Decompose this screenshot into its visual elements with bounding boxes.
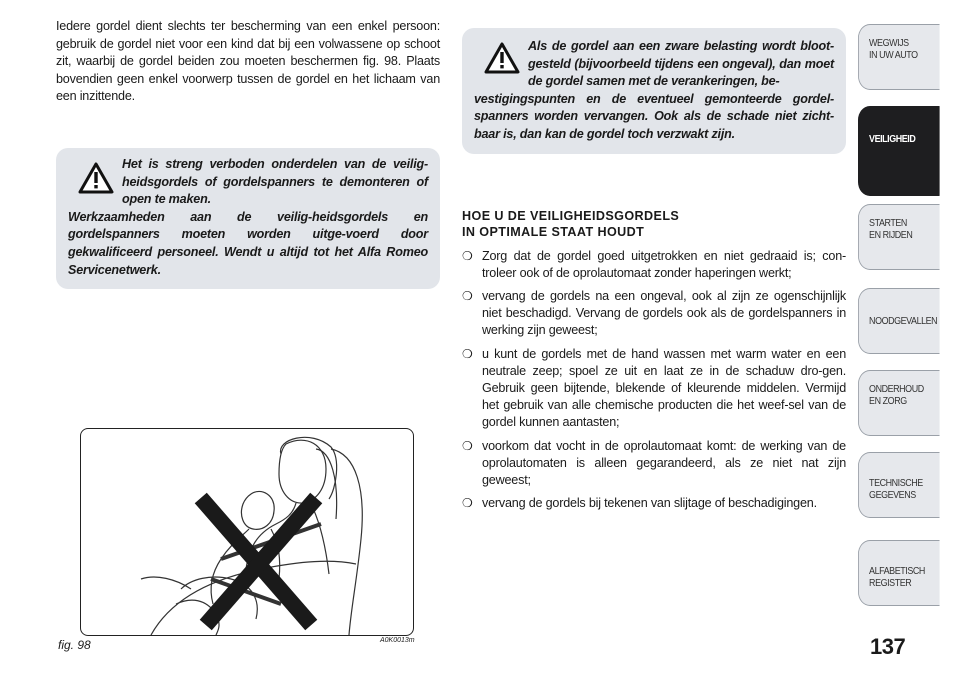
bullet-circle-icon: ❍	[462, 248, 473, 263]
bullet-circle-icon: ❍	[462, 288, 473, 303]
tab-alfabetisch[interactable]: ALFABETISCH REGISTER	[858, 540, 940, 606]
warning-left-rest: Werkzaamheden aan de veilig-heidsgordels en gordelspanners moeten worden uitge-voerd door gekwalificeerd personeel. Wendt u altijd tot het Alfa Romeo Servicenetwerk.	[68, 209, 428, 277]
tab-veiligheid[interactable]: VEILIGHEID	[858, 106, 940, 196]
warning-box-right	[462, 28, 846, 154]
bullet-circle-icon: ❍	[462, 496, 473, 511]
chapter-tabs	[858, 0, 960, 677]
warning-triangle-icon	[78, 162, 114, 194]
list-item: ❍ voorkom dat vocht in de oprolautomaat komt: de werking van de oprolautomaten is alleen gegarandeerd, als ze niet nat zijn geweest;	[462, 438, 846, 487]
list-item: ❍ vervang de gordels na een ongeval, ook al zijn ze ogenschijnlijk niet beschadigd. Vervang de gordels ook als de gordelspanners in werking zijn geweest;	[462, 288, 846, 338]
warning-left-lead: Het is streng verboden onderdelen van de veilig-heidsgordels of gordelspanners te demonteren of open te maken.	[122, 156, 428, 207]
left-column	[56, 18, 440, 289]
figure-code: A0K0013m	[380, 637, 415, 644]
warning-box-left	[56, 148, 440, 289]
intro-paragraph: Iedere gordel dient slechts ter bescherming van een enkel persoon: gebruik de gordel niet voor een kind dat bij een volwassene op schoot zit, waarbij de gordel beiden zou moeten beschermen fig. 98. Plaats bovendien geen enkel voorwerp tussen de gordel en het lichaam van een inzittende.	[56, 19, 440, 104]
maintenance-section	[462, 208, 846, 513]
tab-starten[interactable]: STARTEN EN RIJDEN	[858, 204, 940, 270]
tab-wegwijs[interactable]: WEGWIJS IN UW AUTO	[858, 24, 940, 90]
list-item: ❍ Zorg dat de gordel goed uitgetrokken en niet gedraaid is; con-troleer ook of de oprolautomaat zonder haperingen werkt;	[462, 248, 846, 280]
tab-technische[interactable]: TECHNISCHE GEGEVENS	[858, 452, 940, 518]
section-heading: HOE U DE VEILIGHEIDSGORDELS IN OPTIMALE STAAT HOUDT	[462, 208, 680, 239]
maintenance-list	[462, 248, 846, 513]
warning-triangle-icon	[484, 42, 520, 74]
figure-label: fig. 98	[58, 638, 91, 652]
tab-onderhoud[interactable]: ONDERHOUD EN ZORG	[858, 370, 940, 436]
warning-right-lead: Als de gordel aan een zware belasting wordt bloot-gesteld (bijvoorbeeld tijdens een ongeval), dan moet de gordel samen met de verankeringen, be-	[528, 39, 834, 89]
page-number: 137	[870, 634, 906, 659]
tab-noodgevallen[interactable]: NOODGEVALLEN	[858, 288, 940, 354]
right-column	[462, 28, 846, 518]
list-item: ❍ vervang de gordels bij tekenen van slijtage of beschadigingen.	[462, 495, 846, 512]
figure-98-illustration	[80, 428, 414, 636]
child-on-lap-illustration	[81, 429, 413, 635]
warning-right-rest: vestigingspunten en de eventueel gemonteerde gordel-spanners worden vervangen. Ook als de schade niet zicht-baar is, dan kan de gordel toch verzwakt zijn.	[474, 91, 834, 141]
bullet-circle-icon: ❍	[462, 438, 473, 453]
bullet-circle-icon: ❍	[462, 346, 473, 361]
list-item: ❍ u kunt de gordels met de hand wassen met warm water en een neutrale zeep; spoel ze uit en laat ze in de schaduw dro-gen. Gebruik geen bijtende, blekende of kleurende middelen. Vermijd het gebruik van alle chemische producten die het weef-sel van de gordel kunnen aantasten;	[462, 346, 846, 430]
